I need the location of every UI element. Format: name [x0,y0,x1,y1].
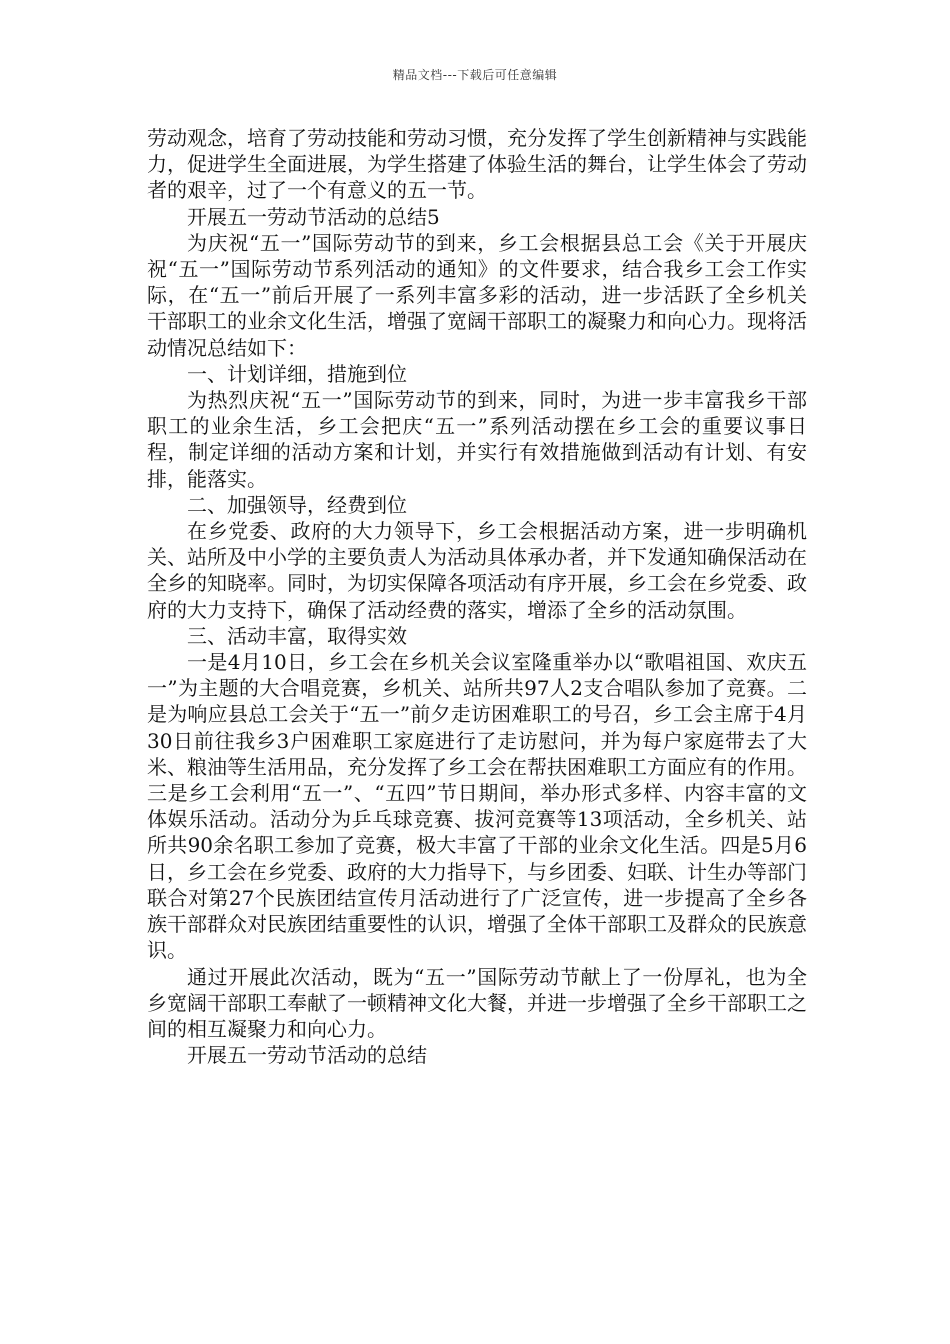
paragraph: 在乡党委、政府的大力领导下，乡工会根据活动方案，进一步明确机关、站所及中小学的主要负责人为活动具体承办者，并下发通知确保活动在全乡的知晓率。同时，为切实保障各项活动有序开展，乡工会在乡党委、政府的大力支持下，确保了活动经费的落实，增添了全乡的活动氛围。 [147,519,807,622]
paragraph: 为庆祝“五一”国际劳动节的到来，乡工会根据县总工会《关于开展庆祝“五一”国际劳动节系列活动的通知》的文件要求，结合我乡工会工作实际，在“五一”前后开展了一系列丰富多彩的活动，进一步活跃了全乡机关干部职工的业余文化生活，增强了宽阔干部职工的凝聚力和向心力。现将活动情况总结如下： [147,230,807,360]
section-heading: 一、计划详细，措施到位 [187,361,407,386]
section-title: 开展五一劳动节活动的总结5 [187,204,440,229]
paragraph: 为热烈庆祝“五一”国际劳动节的到来，同时，为进一步丰富我乡干部职工的业余生活，乡工会把庆“五一”系列活动摆在乡工会的重要议事日程，制定详细的活动方案和计划，并实行有效措施做到活动有计划、有安排，能落实。 [147,388,807,491]
page-header: 精品文档---下载后可任意编辑 [392,68,558,82]
section-heading: 三、活动丰富，取得实效 [187,623,407,648]
paragraph: 劳动观念，培育了劳动技能和劳动习惯，充分发挥了学生创新精神与实践能力，促进学生全面进展，为学生搭建了体验生活的舞台，让学生体会了劳动者的艰辛，过了一个有意义的五一节。 [147,126,807,203]
section-heading: 二、加强领导，经费到位 [187,492,407,517]
paragraph: 通过开展此次活动，既为“五一”国际劳动节献上了一份厚礼，也为全乡宽阔干部职工奉献了一顿精神文化大餐，并进一步增强了全乡干部职工之间的相互凝聚力和向心力。 [147,964,807,1041]
paragraph: 一是4月10日，乡工会在乡机关会议室隆重举办以“歌唱祖国、欢庆五一”为主题的大合唱竞赛，乡机关、站所共97人2支合唱队参加了竞赛。二是为响应县总工会关于“五一”前夕走访困难职工的号召，乡工会主席于4月30日前往我乡3户困难职工家庭进行了走访慰问，并为每户家庭带去了大米、粮油等生活用品，充分发挥了乡工会在帮扶困难职工方面应有的作用。三是乡工会利用“五一”、“五四”节日期间，举办形式多样、内容丰富的文体娱乐活动。活动分为乒乓球竞赛、拔河竞赛等13项活动，全乡机关、站所共90余名职工参加了竞赛，极大丰富了干部的业余文化生活。四是5月6日，乡工会在乡党委、政府的大力指导下，与乡团委、妇联、计生办等部门联合对第27个民族团结宣传月活动进行了广泛宣传，进一步提高了全乡各族干部群众对民族团结重要性的认识，增强了全体干部职工及群众的民族意识。 [147,650,807,963]
section-title: 开展五一劳动节活动的总结 [187,1043,427,1068]
document-body [147,125,807,1068]
